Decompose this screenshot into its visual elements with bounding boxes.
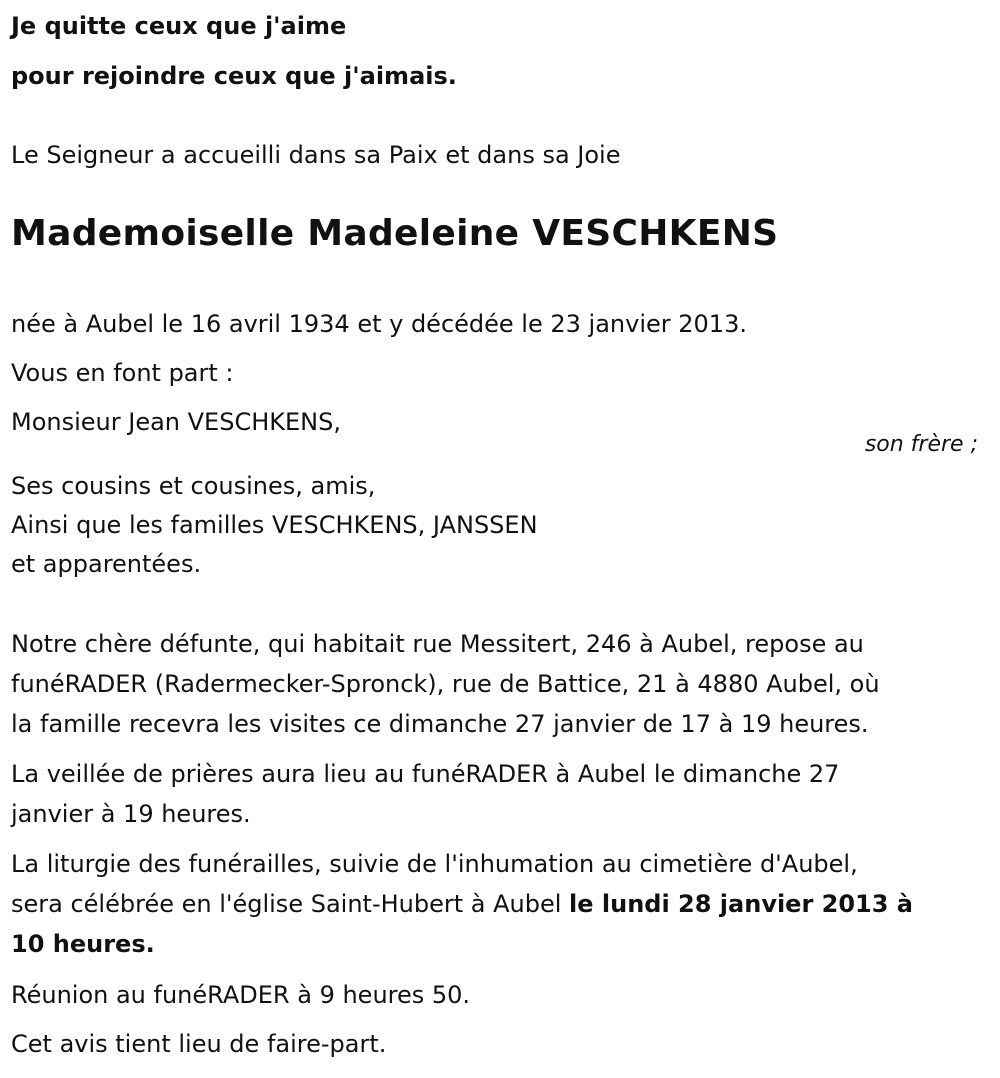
notice-line: Cet avis tient lieu de faire-part. <box>11 1030 387 1058</box>
deceased-name: Mademoiselle Madeleine VESCHKENS <box>11 213 779 254</box>
brother-relation: son frère ; <box>864 432 978 457</box>
intro-text: Le Seigneur a accueilli dans sa Paix et dans sa Joie <box>11 141 621 169</box>
families-line: Ainsi que les familles VESCHKENS, JANSSEN <box>11 511 538 539</box>
funeral-line-2-regular: sera célébrée en l'église Saint-Hubert à Aubel <box>11 890 570 918</box>
birth-death-text: née à Aubel le 16 avril 1934 et y décédée le 23 janvier 2013. <box>11 310 747 338</box>
visitation-line-1: Notre chère défunte, qui habitait rue Messitert, 246 à Aubel, repose au <box>11 630 864 658</box>
brother-name: Monsieur Jean VESCHKENS, <box>11 408 341 436</box>
related-line: et apparentées. <box>11 550 202 578</box>
funeral-date-bold: le lundi 28 janvier 2013 à <box>569 890 913 918</box>
vigil-line-2: janvier à 19 heures. <box>11 800 251 828</box>
funeral-line-2 <box>11 892 913 916</box>
vigil-line-1: La veillée de prières aura lieu au funéRADER à Aubel le dimanche 27 <box>11 760 840 788</box>
funeral-line-1: La liturgie des funérailles, suivie de l'inhumation au cimetière d'Aubel, <box>11 850 858 878</box>
meeting-line: Réunion au funéRADER à 9 heures 50. <box>11 981 471 1009</box>
cousins-line: Ses cousins et cousines, amis, <box>11 472 376 500</box>
announcers-label: Vous en font part : <box>11 359 234 387</box>
visitation-line-3: la famille recevra les visites ce dimanche 27 janvier de 17 à 19 heures. <box>11 710 869 738</box>
visitation-line-2: funéRADER (Radermecker-Spronck), rue de Battice, 21 à 4880 Aubel, où <box>11 670 880 698</box>
funeral-time-bold: 10 heures. <box>11 930 155 958</box>
epigraph-line-1: Je quitte ceux que j'aime <box>11 12 347 40</box>
epigraph-line-2: pour rejoindre ceux que j'aimais. <box>11 62 457 90</box>
